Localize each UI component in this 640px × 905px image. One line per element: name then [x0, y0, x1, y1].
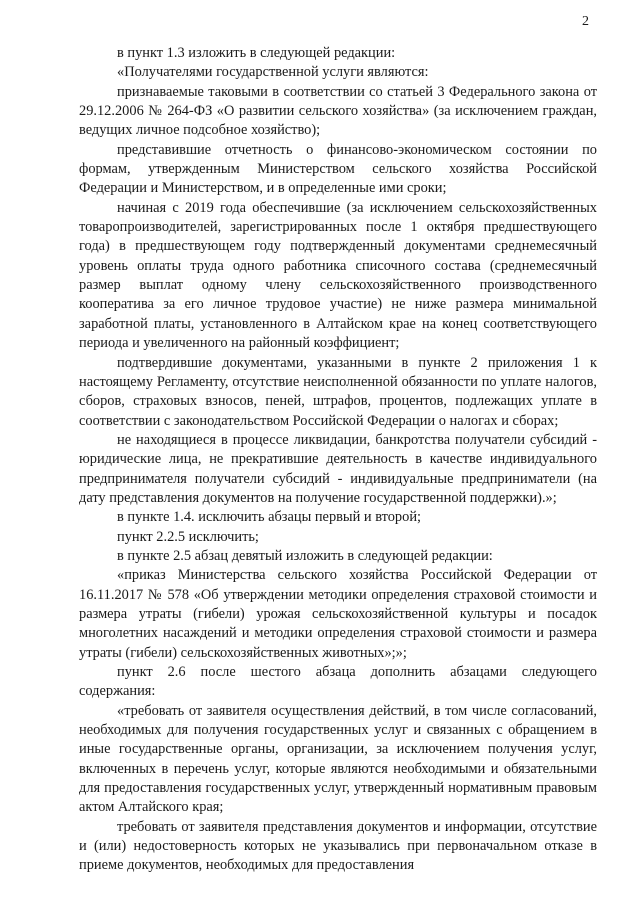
paragraph: в пункте 1.4. исключить абзацы первый и второй; [117, 509, 422, 526]
paragraph: подтвердившие документами, указанными в пункте 2 приложения 1 к настоящему Регламенту, отсутствие неисполненной обязанности по уплате налогов, сборов, страховых взносов, пеней, штрафов, процентов, подлежащих уплате в соответствии с законодательством Российской Федерации о налогах и сборах; [79, 354, 597, 429]
paragraph: пункт 2.2.5 исключить; [117, 528, 259, 545]
page-number: 2 [582, 14, 589, 29]
paragraph: начиная с 2019 года обеспечившие (за исключением сельскохозяйственных товаропроизводителей, зарегистрированных после 1 октября предшествующего года) в предшествующем году подтвержденный документами среднемесячный уровень оплаты труда одного работника списочного состава (среднемесячный размер выплат одному члену сельскохозяйственного производственного кооператива за его личное трудовое участие) не ниже размера минимальной заработной платы, установленного в Алтайском крае на конец соответствующего периода и увеличенного на районный коэффициент; [79, 199, 597, 352]
paragraph: требовать от заявителя представления документов и информации, отсутствие и (или) недостоверность которых не указывались при первоначальном отказе в приеме документов, необходимых для предоставления [79, 818, 597, 874]
paragraph: представившие отчетность о финансово-экономическом состоянии по формам, утвержденным Министерством сельского хозяйства Российской Федерации и Министерством, и в определенные ими сроки; [79, 141, 597, 197]
paragraph: не находящиеся в процессе ликвидации, банкротства получатели субсидий - юридические лица, не прекратившие деятельность в качестве индивидуального предпринимателя получатели субсидий - индивидуальные предприниматели (на дату представления документов на получение государственной поддержки).»; [79, 431, 597, 506]
paragraph: признаваемые таковыми в соответствии со статьей 3 Федерального закона от 29.12.2006 № 264-ФЗ «О развитии сельского хозяйства» (за исключением граждан, ведущих личное подсобное хозяйство); [79, 83, 597, 139]
paragraph: пункт 2.6 после шестого абзаца дополнить абзацами следующего содержания: [79, 664, 597, 700]
document-body [79, 44, 597, 876]
paragraph: в пункте 2.5 абзац девятый изложить в следующей редакции: [117, 547, 493, 564]
paragraph: «Получателями государственной услуги являются: [117, 64, 429, 81]
paragraph: «приказ Министерства сельского хозяйства Российской Федерации от 16.11.2017 № 578 «Об утверждении методики определения страховой стоимости и размера утраты (гибели) урожая сельскохозяйственной культуры и посадок многолетних насаждений и методики определения страховой стоимости и размера утраты (гибели) сельскохозяйственных животных»;»; [79, 567, 597, 661]
paragraph: в пункт 1.3 изложить в следующей редакции: [117, 45, 396, 61]
paragraph: «требовать от заявителя осуществления действий, в том числе согласований, необходимых для получения государственных услуг и связанных с обращением в иные государственные органы, организации, за исключением получения услуг, включенных в перечень услуг, которые являются необходимыми и обязательными для предоставления государственных услуг, утвержденный нормативным правовым актом Алтайского края; [79, 702, 597, 816]
